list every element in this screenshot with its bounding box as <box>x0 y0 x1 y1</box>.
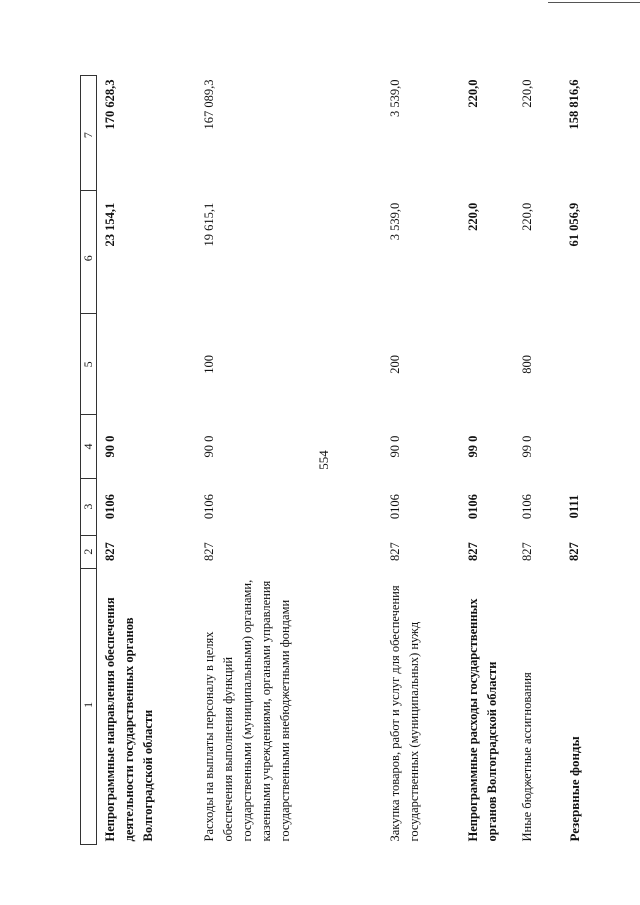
row-section-code: 0111 <box>566 494 581 519</box>
budget-table <box>80 75 600 845</box>
row-name: Расходы на выплаты персоналу в целях обеспечения выполнения функций государственными (муниципальными) органами, казенными учреждениями, органами управления государственными внебюджетными фондами <box>202 579 292 842</box>
row-name: Иные бюджетные ассигнования <box>520 672 534 842</box>
row-section-code: 0106 <box>466 494 480 520</box>
row-admin-code: 827 <box>520 542 534 561</box>
row-amount-7: 167 089,3 <box>202 79 216 130</box>
row-amount-6: 220,0 <box>520 202 534 231</box>
row-amount-6: 61 056,9 <box>566 202 581 247</box>
table-row <box>460 76 514 845</box>
column-number-6: 6 <box>81 191 97 314</box>
row-name: Резервные фонды <box>566 736 582 842</box>
row-expense-type: 200 <box>388 355 402 374</box>
table-row <box>196 76 382 845</box>
row-program-code: 90 0 <box>388 435 402 458</box>
row-admin-code: 827 <box>388 542 402 561</box>
row-amount-7: 3 539,0 <box>388 79 402 117</box>
row-amount-7: 158 816,6 <box>566 79 581 130</box>
row-amount-6: 3 539,0 <box>388 202 402 241</box>
row-expense-type <box>548 314 600 415</box>
column-number-1: 1 <box>81 568 97 844</box>
row-expense-type: 800 <box>520 355 534 374</box>
row-program-code <box>548 415 600 478</box>
row-amount-6: 19 615,1 <box>202 202 216 247</box>
row-amount-7: 220,0 <box>520 79 534 108</box>
row-program-code: 99 0 <box>520 435 534 458</box>
row-program-code: 90 0 <box>202 435 216 458</box>
row-admin-code: 827 <box>466 542 480 561</box>
row-section-code: 0106 <box>202 494 216 520</box>
row-expense-type <box>97 314 197 415</box>
page-number: 554 <box>316 450 331 470</box>
row-admin-code: 827 <box>566 542 581 561</box>
row-section-code: 0106 <box>520 494 534 520</box>
column-number-5: 5 <box>81 314 97 415</box>
row-program-code: 99 0 <box>466 435 480 458</box>
column-number-3: 3 <box>81 478 97 535</box>
row-amount-7: 170 628,3 <box>103 79 117 130</box>
table-row <box>97 76 197 845</box>
row-name: Непрограммные расходы государственных органов Волгоградской области <box>466 598 499 842</box>
rotated-page <box>80 75 610 845</box>
row-admin-code: 827 <box>103 542 117 561</box>
row-program-code: 90 0 <box>103 435 117 458</box>
row-amount-6: 220,0 <box>466 202 480 231</box>
table-row <box>382 76 460 845</box>
column-number-2: 2 <box>81 535 97 568</box>
corner-line <box>548 2 640 3</box>
row-name: Непрограммные направления обеспечения деятельности государственных органов Волгоградской области <box>103 597 155 842</box>
column-number-7: 7 <box>81 76 97 191</box>
table-row <box>514 76 548 845</box>
column-number-4: 4 <box>81 415 97 478</box>
row-expense-type: 100 <box>202 355 216 374</box>
row-amount-7: 220,0 <box>466 79 480 108</box>
row-name: Закупка товаров, работ и услуг для обеспечения государственных (муниципальных) нужд <box>388 585 421 842</box>
row-amount-6: 23 154,1 <box>103 202 117 247</box>
column-number-row <box>81 76 97 845</box>
row-admin-code: 827 <box>202 542 216 561</box>
row-expense-type <box>460 314 514 415</box>
row-section-code: 0106 <box>388 494 402 520</box>
row-section-code: 0106 <box>103 494 117 520</box>
table-row <box>548 76 600 845</box>
